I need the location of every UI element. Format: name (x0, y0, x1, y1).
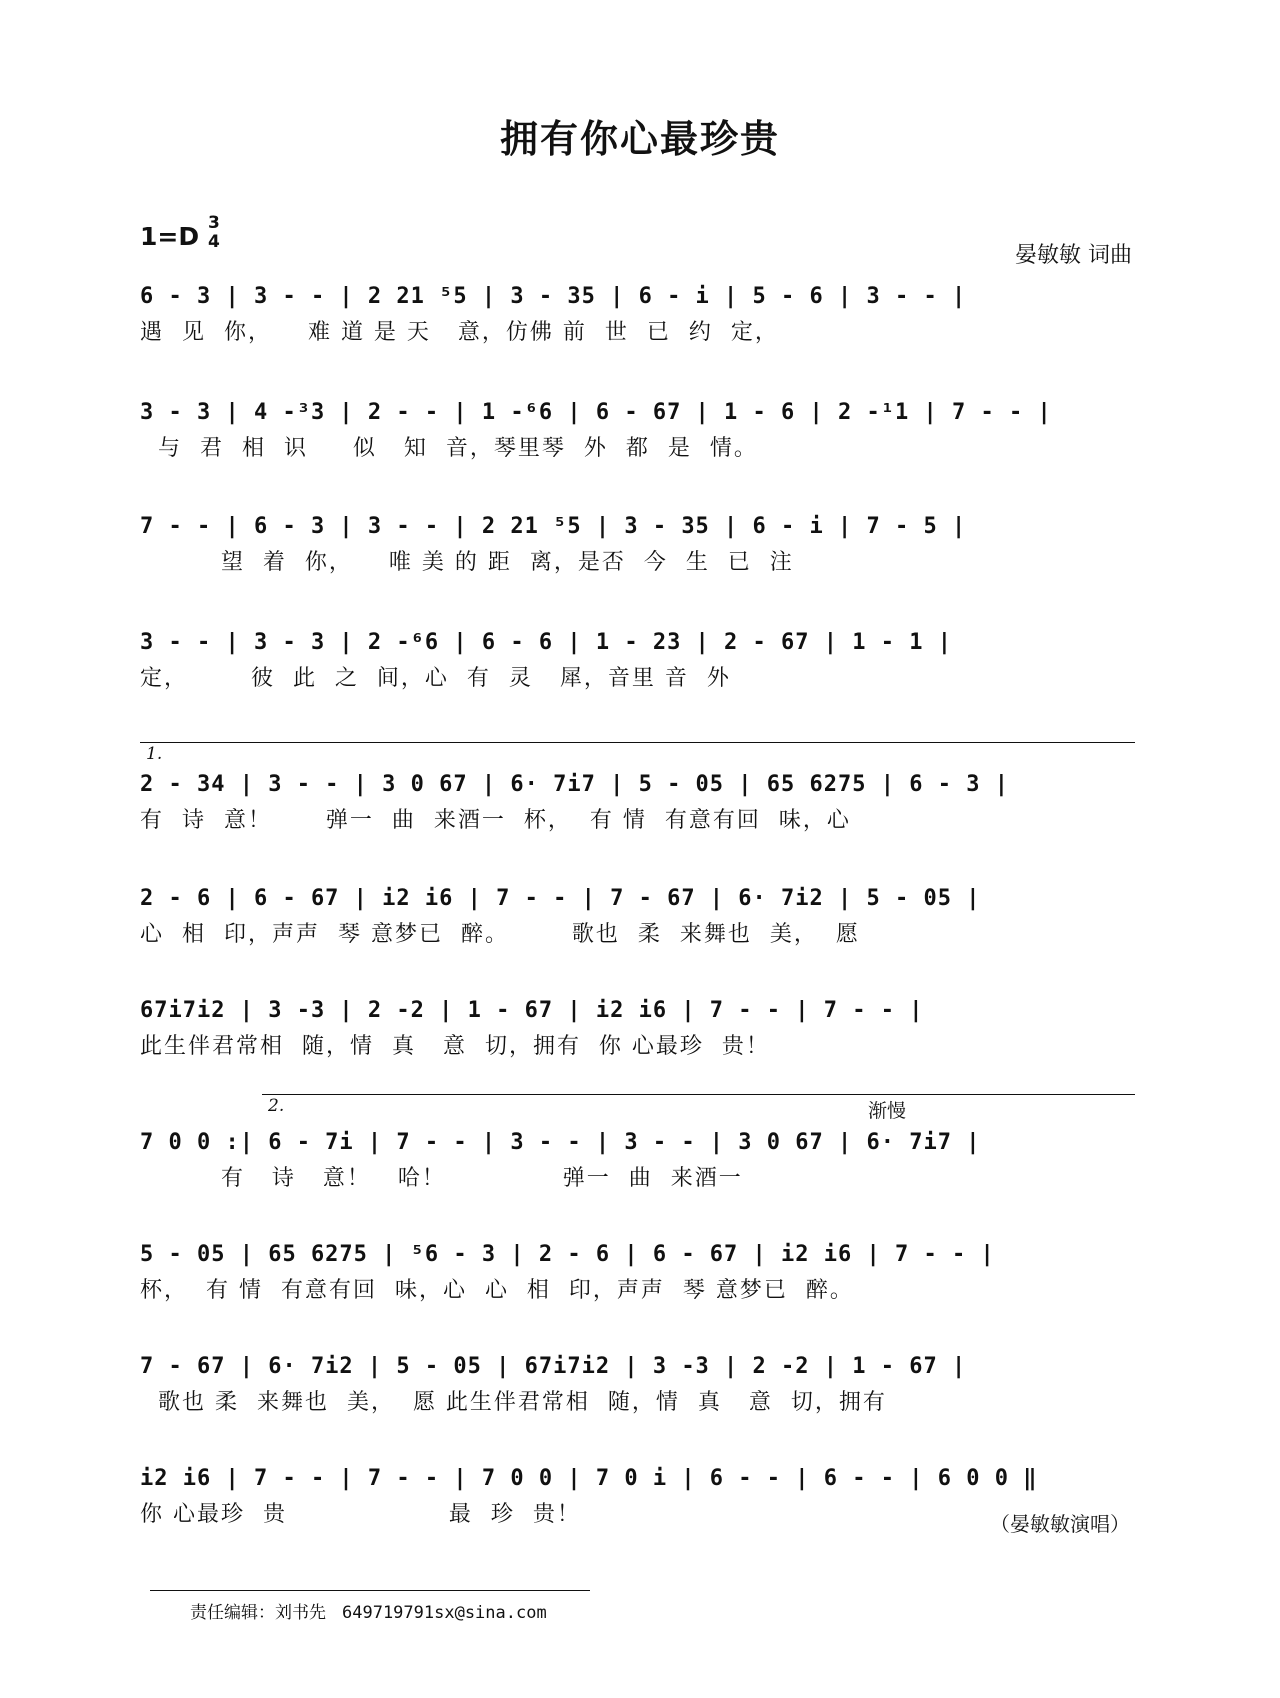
notation-line: 3 - - | 3 - 3 | 2 -⁶6 | 6 - 6 | 1 - 23 | 2 - 67 | 1 - 1 | (140, 630, 952, 655)
page-title: 拥有你心最珍贵 (499, 116, 780, 161)
notation-line: 6 - 3 | 3 - - | 2 21 ⁵5 | 3 - 35 | 6 - i | 5 - 6 | 3 - - | (140, 284, 967, 309)
tempo-marking: 渐慢 (868, 1100, 907, 1122)
score-system (140, 996, 1140, 1062)
lyrics-line: 心 相 印，声声 琴 意梦已 醉。 歌也 柔 来舞也 美， 愿 (140, 922, 860, 947)
score-system (140, 770, 1140, 836)
notation-line: 2 - 6 | 6 - 67 | i2 i6 | 7 - - | 7 - 67 | 6· 7i2 | 5 - 05 | (140, 886, 981, 911)
lyrics-line: 有 诗 意！ 哈！ 弹一 曲 来酒一 (140, 1166, 743, 1191)
notation-line: 2 - 34 | 3 - - | 3 0 67 | 6· 7i7 | 5 - 05 | 65 6275 | 6 - 3 | (140, 772, 1009, 797)
time-signature-top: 3 (208, 213, 220, 233)
composer-credit: 晏敏敏 词曲 (1015, 243, 1132, 268)
lyrics-line: 有 诗 意！ 弹一 曲 来酒一 杯， 有 情 有意有回 味，心 (140, 808, 851, 833)
score-system (140, 512, 1140, 578)
performer-credit: （晏敏敏演唱） (990, 1512, 1130, 1536)
lyrics-line: 你 心最珍 贵 最 珍 贵！ (140, 1502, 581, 1527)
volta-1-label: 1. (146, 744, 163, 764)
volta-1-bracket (140, 742, 1135, 743)
lyrics-line: 定， 彼 此 之 间，心 有 灵 犀，音里 音 外 (140, 666, 731, 691)
score-system (140, 398, 1140, 464)
notation-line: 3 - 3 | 4 -³3 | 2 - - | 1 -⁶6 | 6 - 67 | 1 - 6 | 2 -¹1 | 7 - - | (140, 400, 1052, 425)
notation-line: i2 i6 | 7 - - | 7 - - | 7 0 0 | 7 0 i | 6 - - | 6 - - | 6 0 0 ‖ (140, 1466, 1038, 1491)
score-system (140, 884, 1140, 950)
lyrics-line: 杯， 有 情 有意有回 味，心 心 相 印，声声 琴 意梦已 醉。 (140, 1278, 854, 1303)
key-signature: 1=D (140, 222, 200, 251)
notation-line: 7 0 0 :| 6 - 7i | 7 - - | 3 - - | 3 - - | 3 0 67 | 6· 7i7 | (140, 1130, 981, 1155)
score-system (140, 1352, 1140, 1418)
editor-email: 649719791sx@sina.com (342, 1603, 547, 1623)
volta-2-bracket (262, 1094, 1135, 1095)
lyrics-line: 歌也 柔 来舞也 美， 愿 此生伴君常相 随，情 真 意 切，拥有 (140, 1390, 887, 1415)
time-signature-bottom: 4 (208, 232, 220, 252)
score-system (140, 628, 1140, 694)
time-signature (208, 214, 220, 252)
lyrics-line: 与 君 相 识 似 知 音，琴里琴 外 都 是 情。 (140, 436, 758, 461)
score-system (140, 1128, 1140, 1194)
volta-2-label: 2. (268, 1096, 285, 1116)
notation-line: 7 - 67 | 6· 7i2 | 5 - 05 | 67i7i2 | 3 -3 | 2 -2 | 1 - 67 | (140, 1354, 967, 1379)
lyrics-line: 此生伴君常相 随，情 真 意 切，拥有 你 心最珍 贵！ (140, 1034, 770, 1059)
footer-divider (150, 1590, 590, 1591)
score-system (140, 1240, 1140, 1306)
lyrics-line: 望 着 你， 唯 美 的 距 离，是否 今 生 已 注 (140, 550, 794, 575)
notation-line: 5 - 05 | 65 6275 | ⁵6 - 3 | 2 - 6 | 6 - 67 | i2 i6 | 7 - - | (140, 1242, 995, 1267)
notation-line: 67i7i2 | 3 -3 | 2 -2 | 1 - 67 | i2 i6 | 7 - - | 7 - - | (140, 998, 924, 1023)
score-system (140, 282, 1140, 348)
lyrics-line: 遇 见 你， 难 道 是 天 意，仿佛 前 世 已 约 定， (140, 320, 779, 345)
footer (190, 1598, 547, 1623)
notation-line: 7 - - | 6 - 3 | 3 - - | 2 21 ⁵5 | 3 - 35 | 6 - i | 7 - 5 | (140, 514, 967, 539)
editor-credit: 责任编辑：刘书先 (190, 1603, 326, 1623)
